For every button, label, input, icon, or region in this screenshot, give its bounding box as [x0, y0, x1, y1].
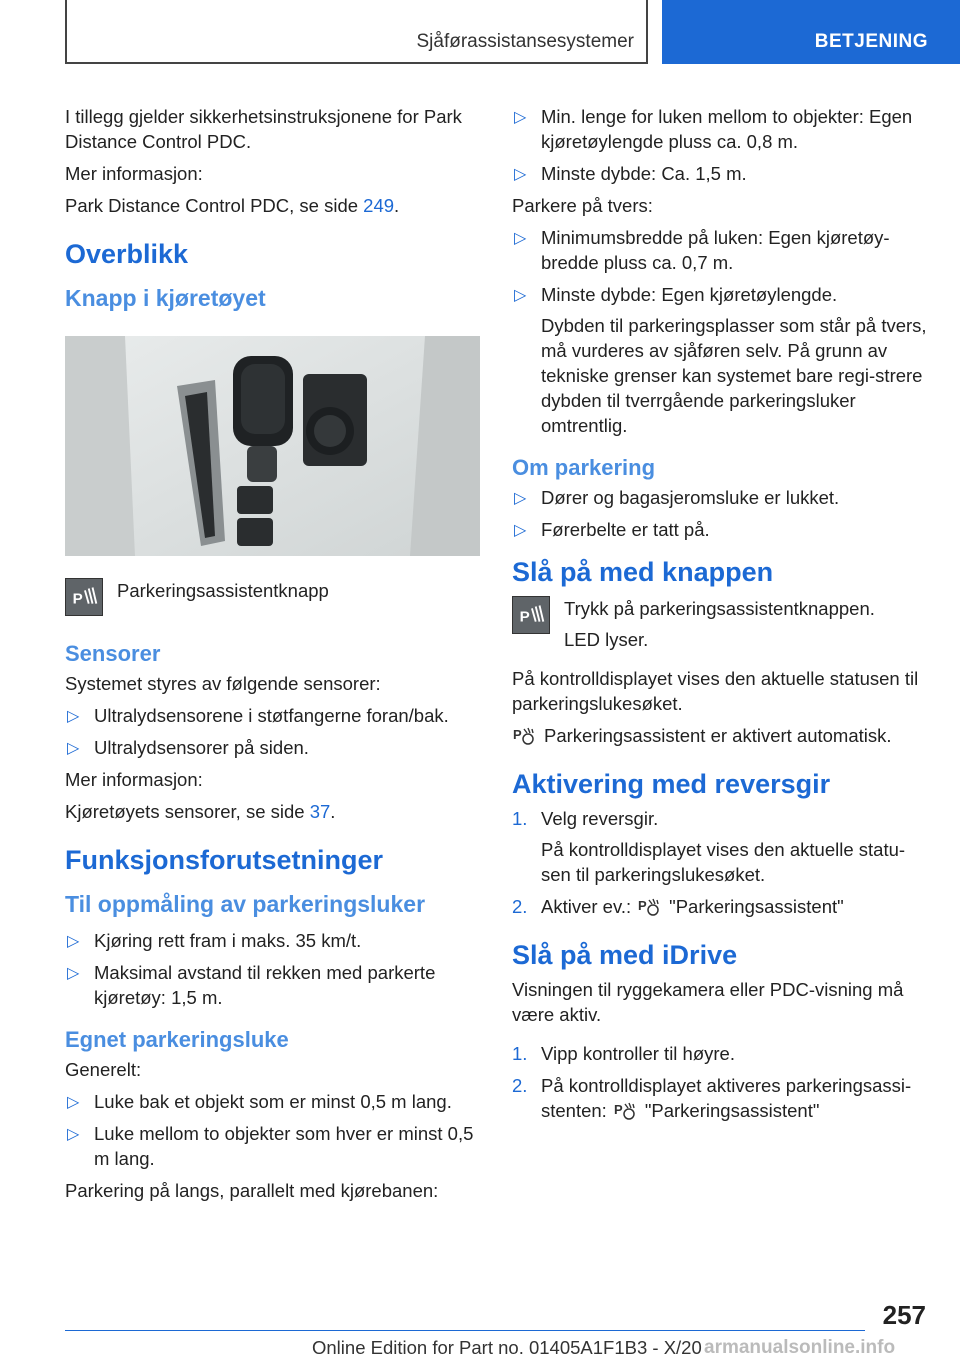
kontroll-paragraph: På kontrolldisplayet vises den aktuelle statusen til parkeringslukesøket.: [512, 668, 919, 714]
svg-text:P: P: [72, 590, 83, 608]
triangle-bullet-icon: ▷: [67, 1094, 80, 1111]
svg-text:P: P: [638, 898, 647, 913]
step-number: 1.: [512, 1043, 528, 1064]
list-item: ▷ Min. lenge for luken mellom to objekter: Egen kjøretøylengde pluss ca. 0,8 m.: [514, 106, 913, 152]
pdc-reference: [65, 193, 485, 218]
idrive-list: [512, 1041, 932, 1123]
tvers-label: Parkere på tvers:: [512, 195, 653, 216]
list-item: ▷ Kjøring rett fram i maks. 35 km/t.: [65, 928, 485, 953]
intro-paragraph: I tillegg gjelder sikkerhetsinstruksjonene for Park Distance Control PDC.: [65, 106, 462, 152]
list-item: 1. Vipp kontroller til høyre.: [512, 1043, 735, 1064]
tvers-note: Dybden til parkeringsplasser som står på tvers, må vurderes av sjåføren selv. På grunn av tekniske grenser kan systemet bare regi-strere dybden til tverrgående parkeringsluker omtrentlig.: [541, 315, 927, 436]
idrive-paragraph: Visningen til ryggekamera eller PDC-visning må være aktiv.: [512, 979, 904, 1025]
list-item: ▷ Luke bak et objekt som er minst 0,5 m lang.: [65, 1089, 485, 1114]
page-link-249[interactable]: 249: [363, 195, 395, 216]
parking-assistant-button-row: [65, 578, 485, 624]
svg-text:P: P: [513, 727, 522, 742]
heading-funksjonsforutsetninger: Funksjonsforutsetninger: [65, 845, 384, 875]
heading-oppmaling: Til oppmåling av parkeringsluker: [65, 891, 426, 917]
activated-status: [512, 723, 932, 748]
heading-idrive: Slå på med iDrive: [512, 940, 738, 970]
footer-edition: Online Edition for Part no. 01405A1F1B3 - X/20: [312, 1337, 702, 1358]
generelt-list: [65, 1089, 485, 1171]
triangle-bullet-icon: ▷: [514, 109, 527, 126]
parking-assistant-icon: [512, 596, 550, 634]
parking-assistant-icon: [65, 578, 103, 616]
list-item: 2. Aktiver ev.: P "Parkeringsassistent": [512, 896, 844, 917]
list-item: ▷ Luke mellom to objekter som hver er minst 0,5 m lang.: [67, 1123, 474, 1169]
triangle-bullet-icon: ▷: [67, 965, 80, 982]
oppmaling-list: [65, 928, 485, 1010]
icon-caption: Parkeringsassistentknapp: [117, 580, 329, 601]
sensors-reference: [65, 799, 485, 824]
list-item: 1. Velg reversgir. På kontrolldisplayet vises den aktuelle statu-sen til parkeringslukesøket.: [512, 806, 932, 887]
header-section-title: Sjåførassistansesystemer: [416, 31, 634, 52]
left-column: [65, 104, 485, 1210]
triangle-bullet-icon: ▷: [67, 740, 80, 757]
watermark: armanualsonline.info: [704, 1337, 896, 1358]
step-number: 1.: [512, 808, 528, 829]
parking-assistant-menu-icon: [637, 896, 663, 916]
triangle-bullet-icon: ▷: [514, 230, 527, 247]
langs-label: Parkering på langs, parallelt med kjørebanen:: [65, 1180, 439, 1201]
list-item: ▷ Ultralydsensorer på siden.: [65, 735, 485, 760]
tvers-list: [512, 225, 932, 438]
generelt-label: Generelt:: [65, 1059, 142, 1080]
more-info-label: Mer informasjon:: [65, 163, 203, 184]
step-number: 2.: [512, 1075, 528, 1096]
svg-text:P: P: [519, 608, 530, 626]
heading-sla-pa-knappen: Slå på med knappen: [512, 557, 774, 587]
list-item: ▷ Minste dybde: Ca. 1,5 m.: [512, 161, 932, 186]
sensors-reference-text: Kjøretøyets sensorer, se side: [65, 801, 310, 822]
console-photo: [65, 336, 480, 556]
triangle-bullet-icon: ▷: [67, 1126, 80, 1143]
list-item: ▷ Ultralydsensorene i støtfangerne foran/bak.: [65, 703, 485, 728]
header-section-box: [65, 0, 648, 64]
page-number: 257: [882, 1300, 926, 1330]
activated-status-text: Parkeringsassistent er aktivert automatisk.: [544, 725, 892, 746]
triangle-bullet-icon: ▷: [67, 933, 80, 950]
svg-text:P: P: [613, 1102, 623, 1117]
right-column: [512, 104, 932, 1130]
triangle-bullet-icon: ▷: [514, 490, 527, 507]
footer-divider: [65, 1330, 865, 1331]
heading-overblikk: Overblikk: [65, 239, 189, 269]
om-list: [512, 485, 932, 542]
langs-list: [512, 104, 932, 186]
triangle-bullet-icon: ▷: [514, 522, 527, 539]
step-note: På kontrolldisplayet vises den aktuelle statu-sen til parkeringslukesøket.: [541, 839, 906, 885]
pdc-reference-text: Park Distance Control PDC, se side: [65, 195, 364, 216]
sensors-reference-end: .: [330, 801, 336, 822]
step-number: 2.: [512, 896, 528, 917]
page-link-37[interactable]: 37: [309, 801, 331, 822]
more-info-label: Mer informasjon:: [65, 769, 203, 790]
triangle-bullet-icon: ▷: [514, 287, 527, 304]
button-instruction-row: [512, 596, 932, 652]
heading-knapp: Knapp i kjøretøyet: [65, 285, 266, 311]
heading-aktivering: Aktivering med reversgir: [512, 769, 831, 799]
triangle-bullet-icon: ▷: [67, 708, 80, 725]
pdc-reference-end: .: [394, 195, 400, 216]
header-tab-label: BETJENING: [814, 31, 928, 52]
sensorer-list: [65, 703, 485, 760]
aktivering-list: [512, 806, 932, 919]
heading-egnet: Egnet parkeringsluke: [65, 1027, 289, 1052]
instruction-press: Trykk på parkeringsassistentknappen.: [564, 598, 875, 619]
list-item: ▷ Minste dybde: Egen kjøretøylengde. Dybden til parkeringsplasser som står på tvers, må vurderes av sjåføren selv. På grunn av tekniske grenser kan systemet bare regi-strere dybden til tverrgående parkeringsluker omtrentlig.: [512, 282, 932, 438]
heading-sensorer: Sensorer: [65, 641, 161, 666]
parking-assistant-status-icon: [512, 725, 538, 745]
list-item: ▷ Dører og bagasjeromsluke er lukket.: [512, 485, 932, 510]
header-tab[interactable]: [662, 0, 960, 64]
parking-assistant-menu-icon: [613, 1100, 639, 1120]
list-item: ▷ Førerbelte er tatt på.: [512, 517, 932, 542]
heading-om-parkering: Om parkering: [512, 455, 656, 480]
list-item: 2. På kontrolldisplayet aktiveres parkeringsassi-stenten: P "Parkeringsassistent": [512, 1075, 912, 1121]
list-item: ▷ Minimumsbredde på luken: Egen kjøretøy-bredde pluss ca. 0,7 m.: [514, 227, 890, 273]
triangle-bullet-icon: ▷: [514, 166, 527, 183]
instruction-led: LED lyser.: [564, 629, 649, 650]
list-item: ▷ Maksimal avstand til rekken med parkerte kjøretøy: 1,5 m.: [67, 962, 436, 1008]
sensorer-intro: Systemet styres av følgende sensorer:: [65, 673, 381, 694]
